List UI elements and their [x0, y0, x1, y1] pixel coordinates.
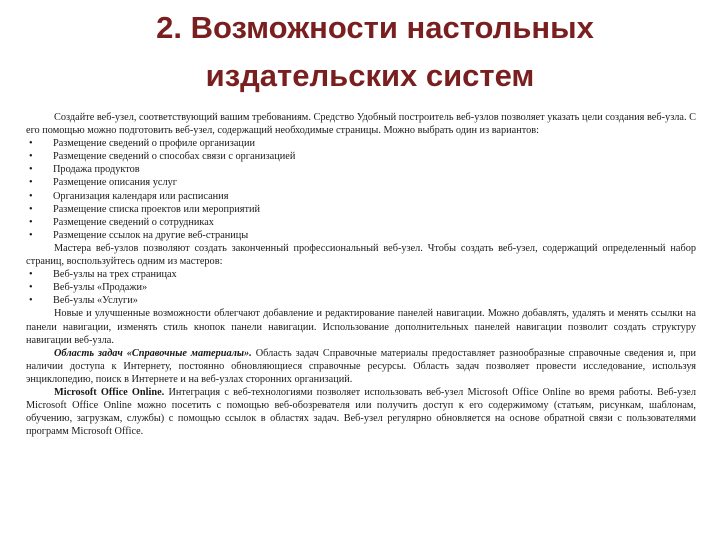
list-item: • Продажа продуктов: [26, 163, 696, 176]
list-item: • Размещение списка проектов или мероприятий: [26, 203, 696, 216]
list-item: • Размещение сведений о профиле организации: [26, 137, 696, 150]
office-online-text: Интеграция с веб-технологиями позволяет использовать веб-узел Microsoft Office Online во время работы. Веб-узел Microsoft Office Online можно посетить с помощью веб-обозревателя или получить доступ к его содержимому (статьям, рисункам, шаблонам, обучению, загрузкам, службы) с помощью ссылок в областях задач. Веб-узел регулярно обновляется на основе обратной связи с пользователями программ Microsoft Office.: [26, 386, 697, 438]
masters-paragraph: Мастера веб-узлов позволяют создать законченный профессиональный веб-узел. Чтобы создать веб-узел, содержащий определенный набор страниц, воспользуйтесь одним из мастеров:: [26, 242, 696, 268]
list-item: • Размещение описания услуг: [26, 176, 696, 189]
list-item: • Размещение сведений о способах связи с организацией: [26, 150, 696, 163]
list-item: • Веб-узлы на трех страницах: [26, 268, 696, 281]
office-online-heading: Microsoft Office Online.: [54, 386, 165, 398]
page-title-line-2: издательских систем: [205, 58, 535, 93]
masters-list: [26, 268, 696, 307]
list-item: • Размещение ссылок на другие веб-страницы: [26, 229, 696, 242]
reference-pane-paragraph: [26, 347, 696, 386]
body-text: [26, 111, 696, 438]
page-title: [0, 4, 720, 100]
list-item: • Размещение сведений о сотрудниках: [26, 216, 696, 229]
options-list: [26, 137, 696, 242]
list-item: • Организация календаря или расписания: [26, 190, 696, 203]
page-title-line-1: 2. Возможности настольных: [156, 10, 594, 45]
office-online-paragraph: [26, 386, 696, 438]
intro-paragraph: Создайте веб-узел, соответствующий вашим требованиям. Средство Удобный построитель веб-узлов позволяет указать цели создания веб-узла. С его помощью можно подготовить веб-узел, содержащий необходимые страницы. Можно выбрать один из вариантов:: [26, 112, 696, 137]
reference-pane-text: Область задач Справочные материалы предоставляет разнообразные справочные сведения и, при наличии доступа к Интернету, постоянно обновляющиеся справочные ресурсы. Область задач позволяет провести исследование, используя энциклопедию, поиск в Интернете и на веб-узлах сторонних организаций.: [26, 347, 696, 385]
navigation-paragraph: Новые и улучшенные возможности облегчают добавление и редактирование панелей навигации. Можно добавлять, удалять и менять ссылки на панели навигации, изменять стиль кнопок панели навигации. Использование дополнительных панелей навигации позволит создать структуру навигации веб-узла.: [26, 308, 696, 346]
list-item: • Веб-узлы «Услуги»: [26, 294, 696, 307]
reference-pane-heading: Область задач «Справочные материалы».: [54, 347, 252, 359]
list-item: • Веб-узлы «Продажи»: [26, 281, 696, 294]
